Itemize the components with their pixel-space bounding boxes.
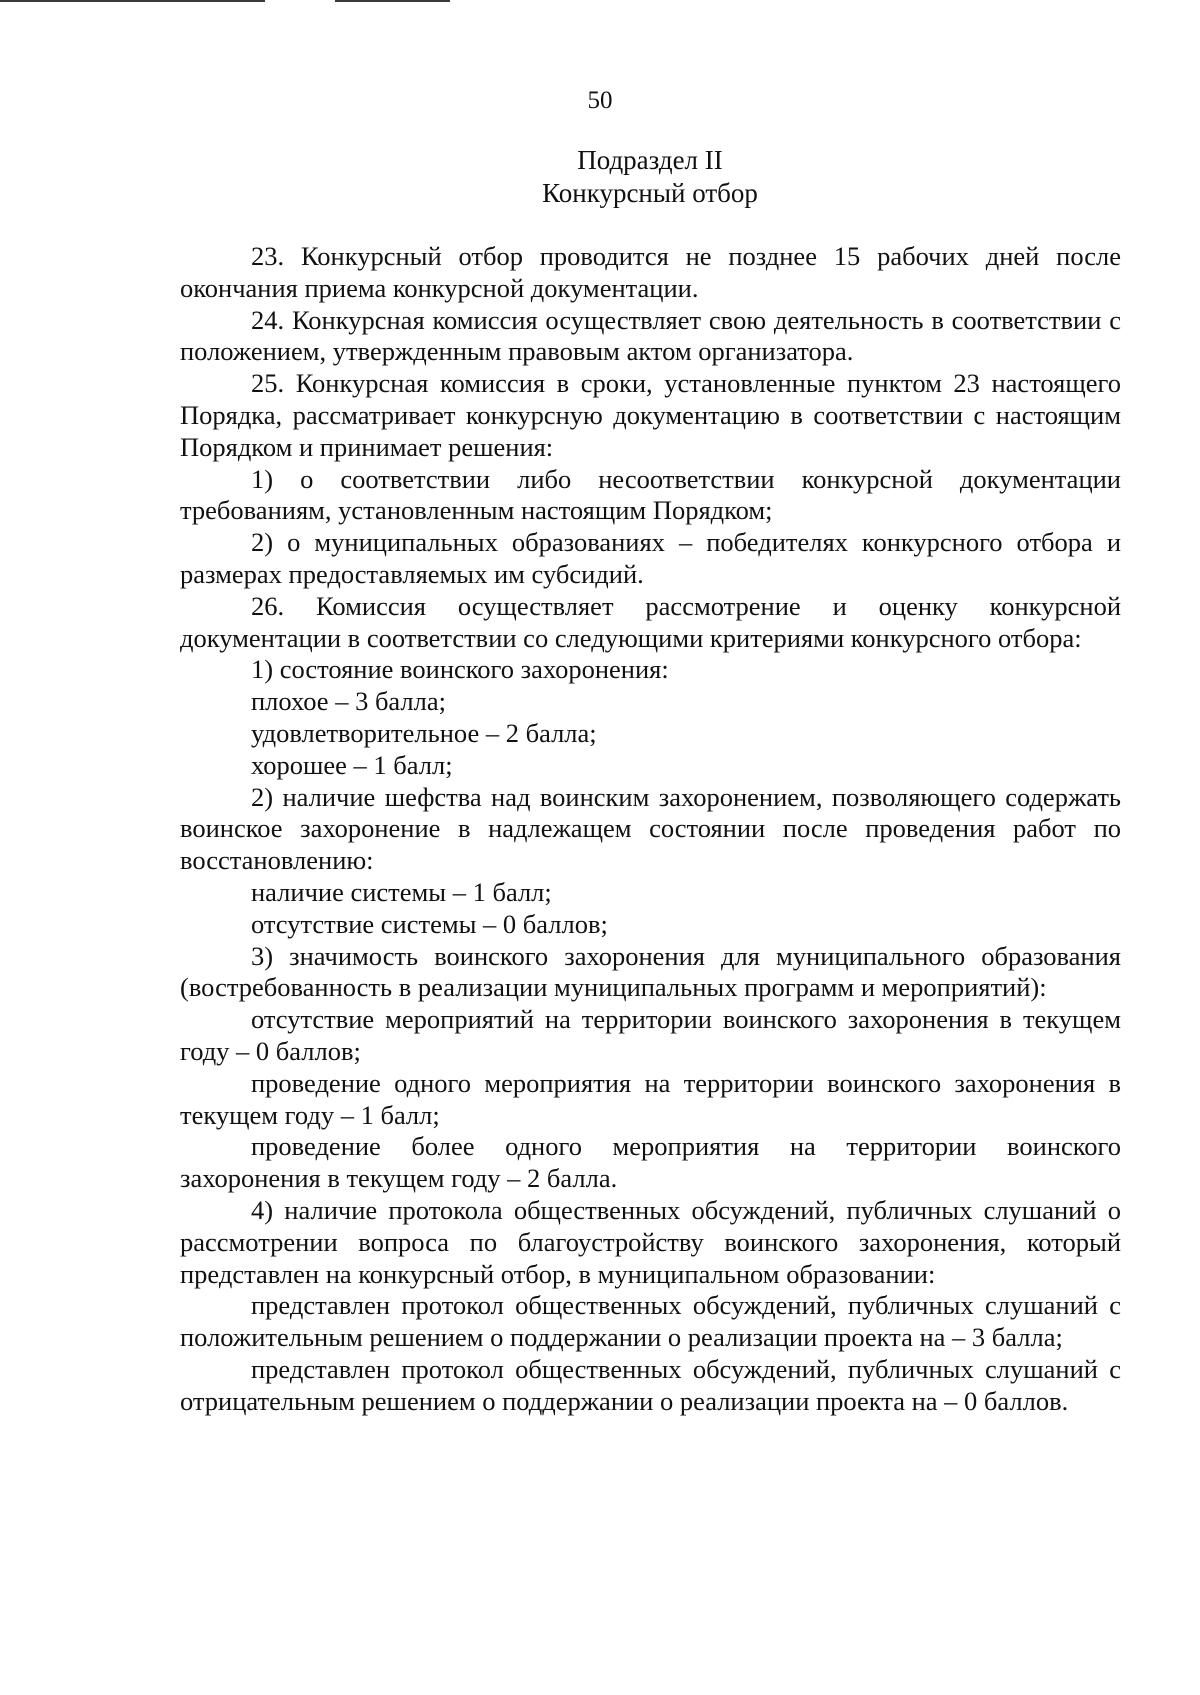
paragraph-23: 23. Конкурсный отбор проводится не позднее 15 рабочих дней после окончания приема конкурсной документации. — [180, 241, 1121, 303]
document-body — [180, 241, 1121, 1417]
criterion-3-option: отсутствие мероприятий на территории воинского захоронения в текущем году – 0 баллов; — [180, 1004, 1121, 1066]
criterion-1-option: удовлетворительное – 2 балла; — [251, 717, 597, 748]
criterion-2-option: наличие системы – 1 балл; — [251, 876, 552, 907]
criterion-3-option: проведение более одного мероприятия на территории воинского захоронения в текущем году – 2 балла. — [180, 1131, 1121, 1194]
section-subtitle: Конкурсный отбор — [542, 178, 758, 208]
criterion-2-option: отсутствие системы – 0 баллов; — [251, 908, 608, 939]
paragraph-25-item-1: 1) о соответствии либо несоответствии конкурсной документации требованиям, установленным настоящим Порядком; — [180, 463, 1121, 526]
section-title: Подраздел II — [577, 145, 723, 175]
criterion-2: 2) наличие шефства над воинским захоронением, позволяющего содержать воинское захоронение в надлежащем состоянии после проведения работ по восстановлению: — [180, 781, 1121, 876]
paragraph-24: 24. Конкурсная комиссия осуществляет свою деятельность в соответствии с положением, утвержденным правовым актом организатора. — [180, 304, 1121, 367]
criterion-1: 1) состояние воинского захоронения: — [251, 654, 669, 685]
criterion-4: 4) наличие протокола общественных обсуждений, публичных слушаний о рассмотрении вопроса по благоустройству воинского захоронения, который представлен на конкурсный отбор, в муниципальном образовании: — [180, 1194, 1121, 1289]
paragraph-25: 25. Конкурсная комиссия в сроки, установленные пунктом 23 настоящего Порядка, рассматривает конкурсную документацию в соответствии с настоящим Порядком и принимает решения: — [180, 368, 1121, 462]
criterion-3: 3) значимость воинского захоронения для муниципального образования (востребованность в реализации муниципальных программ и мероприятий): — [180, 940, 1121, 1003]
paragraph-25-item-2: 2) о муниципальных образованиях – победителях конкурсного отбора и размерах предоставляемых им субсидий. — [180, 527, 1121, 589]
scan-edge-mark-left — [0, 0, 265, 2]
page-number: 50 — [587, 87, 613, 114]
criterion-4-option: представлен протокол общественных обсуждений, публичных слушаний с отрицательным решением о поддержании о реализации проекта на – 0 баллов. — [180, 1353, 1121, 1416]
scan-edge-mark-right — [335, 0, 450, 2]
paragraph-26: 26. Комиссия осуществляет рассмотрение и оценку конкурсной документации в соответствии со следующими критериями конкурсного отбора: — [180, 590, 1121, 653]
criterion-4-option: представлен протокол общественных обсуждений, публичных слушаний с положительным решением о поддержании о реализации проекта на – 3 балла; — [180, 1290, 1121, 1353]
criterion-1-option: плохое – 3 балла; — [251, 686, 446, 717]
criterion-1-option: хорошее – 1 балл; — [251, 749, 453, 780]
criterion-3-option: проведение одного мероприятия на территории воинского захоронения в текущем году – 1 балл; — [180, 1067, 1121, 1130]
